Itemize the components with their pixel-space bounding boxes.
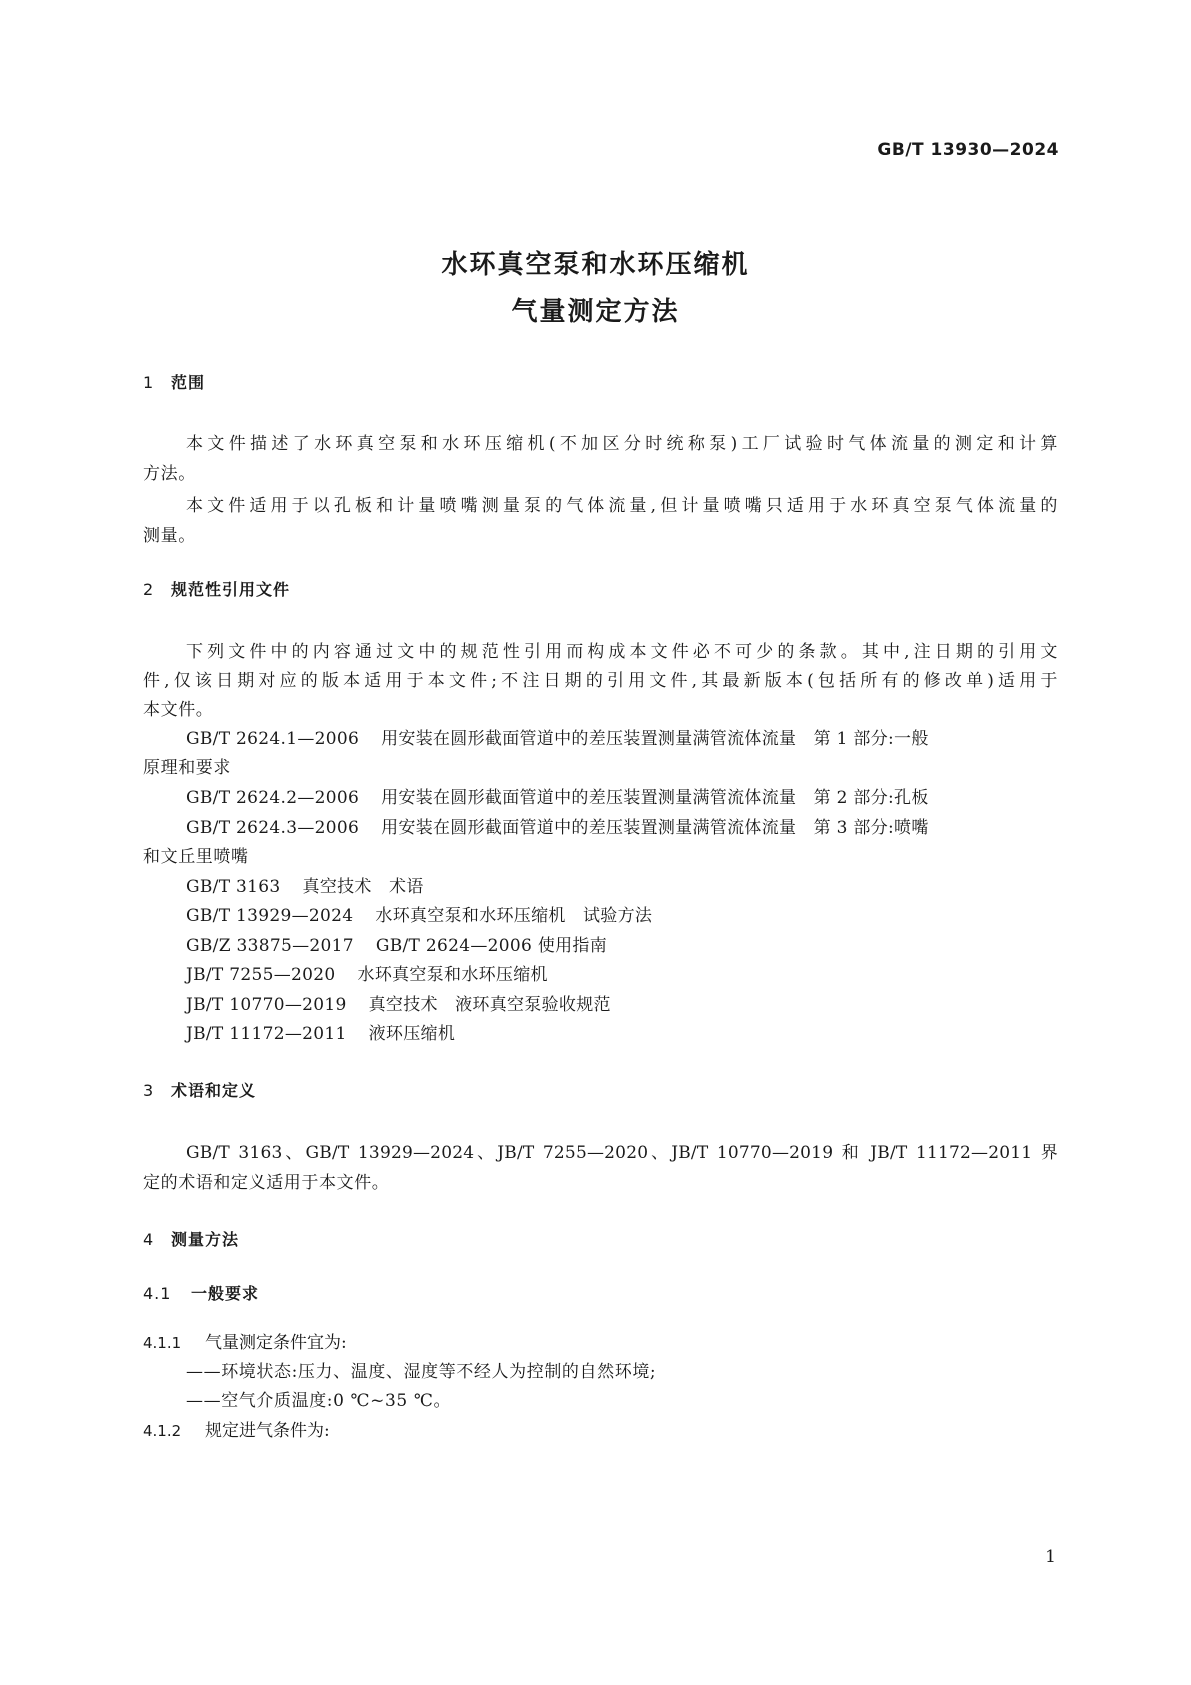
section-2-heading [143, 577, 290, 600]
reference-title: 水环真空泵和水环压缩机 试验方法 [375, 906, 653, 926]
reference-title: 液环压缩机 [368, 1024, 456, 1044]
reference-item [186, 1019, 455, 1044]
reference-code: GB/T 2624.2—2006 [186, 788, 360, 808]
paragraph-line: 本文件。 [143, 700, 214, 720]
reference-code: JB/T 7255—2020 [186, 965, 336, 985]
reference-item [186, 901, 652, 926]
reference-title: 真空技术 液环真空泵验收规范 [368, 995, 611, 1015]
clause-number: 4.1.1 [143, 1334, 182, 1352]
clause-number: 4.1.2 [143, 1422, 182, 1440]
reference-title: 真空技术 术语 [302, 877, 424, 897]
reference-continuation: 原理和要求 [143, 758, 231, 778]
reference-title: 用安装在圆形截面管道中的差压装置测量满管流体流量 第 1 部分:一般 [381, 729, 929, 749]
document-title-line2: 气量测定方法 [511, 297, 680, 327]
section-title: 术语和定义 [171, 1081, 257, 1100]
paragraph-line: 件,仅该日期对应的版本适用于本文件;不注日期的引用文件,其最新版本(包括所有的修改单)适用于 [143, 671, 1058, 691]
section-title: 测量方法 [171, 1230, 240, 1249]
section-number: 1 [143, 373, 155, 392]
reference-continuation: 和文丘里喷嘴 [143, 847, 249, 867]
paragraph-line: 本文件描述了水环真空泵和水环压缩机(不加区分时统称泵)工厂试验时气体流量的测定和计算 [186, 434, 1058, 454]
list-item: ——环境状态:压力、温度、湿度等不经人为控制的自然环境; [186, 1362, 657, 1382]
reference-code: GB/T 2624.3—2006 [186, 818, 360, 838]
standard-number: GB/T 13930—2024 [877, 140, 1059, 160]
reference-item [186, 783, 929, 808]
reference-code: GB/Z 33875—2017 [186, 936, 354, 956]
paragraph-line: 定的术语和定义适用于本文件。 [143, 1173, 390, 1193]
reference-title: 用安装在圆形截面管道中的差压装置测量满管流体流量 第 3 部分:喷嘴 [381, 818, 929, 838]
section-number: 2 [143, 580, 155, 599]
section-number: 3 [143, 1081, 155, 1100]
paragraph-line: 测量。 [143, 526, 196, 546]
clause-text: 规定进气条件为: [205, 1421, 330, 1441]
subsection-4-1-heading [143, 1281, 259, 1304]
reference-item [186, 872, 424, 897]
section-3-heading [143, 1078, 256, 1101]
clause-4-1-2 [143, 1416, 330, 1441]
paragraph-line: 下列文件中的内容通过文中的规范性引用而构成本文件必不可少的条款。其中,注日期的引用文 [186, 642, 1058, 662]
section-4-heading [143, 1227, 239, 1250]
section-1-heading [143, 370, 205, 393]
reference-code: GB/T 2624.1—2006 [186, 729, 360, 749]
subsection-number: 4.1 [143, 1284, 172, 1303]
document-title-line1: 水环真空泵和水环压缩机 [441, 250, 750, 280]
paragraph-line: GB/T 3163、GB/T 13929—2024、JB/T 7255—2020、JB/T 10770—2019 和 JB/T 11172—2011 界 [186, 1143, 1058, 1163]
reference-code: GB/T 13929—2024 [186, 906, 354, 926]
reference-title: GB/T 2624—2006 使用指南 [375, 936, 608, 956]
reference-item [186, 931, 607, 956]
page-number: 1 [1045, 1547, 1056, 1567]
reference-title: 水环真空泵和水环压缩机 [357, 965, 548, 985]
reference-code: JB/T 10770—2019 [186, 995, 347, 1015]
section-title: 范围 [171, 373, 206, 392]
section-title: 规范性引用文件 [171, 580, 291, 599]
reference-code: GB/T 3163 [186, 877, 281, 897]
reference-title: 用安装在圆形截面管道中的差压装置测量满管流体流量 第 2 部分:孔板 [381, 788, 929, 808]
reference-item [186, 960, 548, 985]
clause-text: 气量测定条件宜为: [205, 1333, 347, 1353]
section-number: 4 [143, 1230, 155, 1249]
clause-4-1-1 [143, 1328, 347, 1353]
subsection-title: 一般要求 [191, 1284, 260, 1303]
list-item: ——空气介质温度:0 ℃~35 ℃。 [186, 1391, 452, 1411]
reference-item [186, 813, 929, 838]
paragraph-line: 方法。 [143, 464, 196, 484]
paragraph-line: 本文件适用于以孔板和计量喷嘴测量泵的气体流量,但计量喷嘴只适用于水环真空泵气体流量的 [186, 496, 1058, 516]
reference-code: JB/T 11172—2011 [186, 1024, 347, 1044]
reference-item [186, 724, 929, 749]
reference-item [186, 990, 611, 1015]
